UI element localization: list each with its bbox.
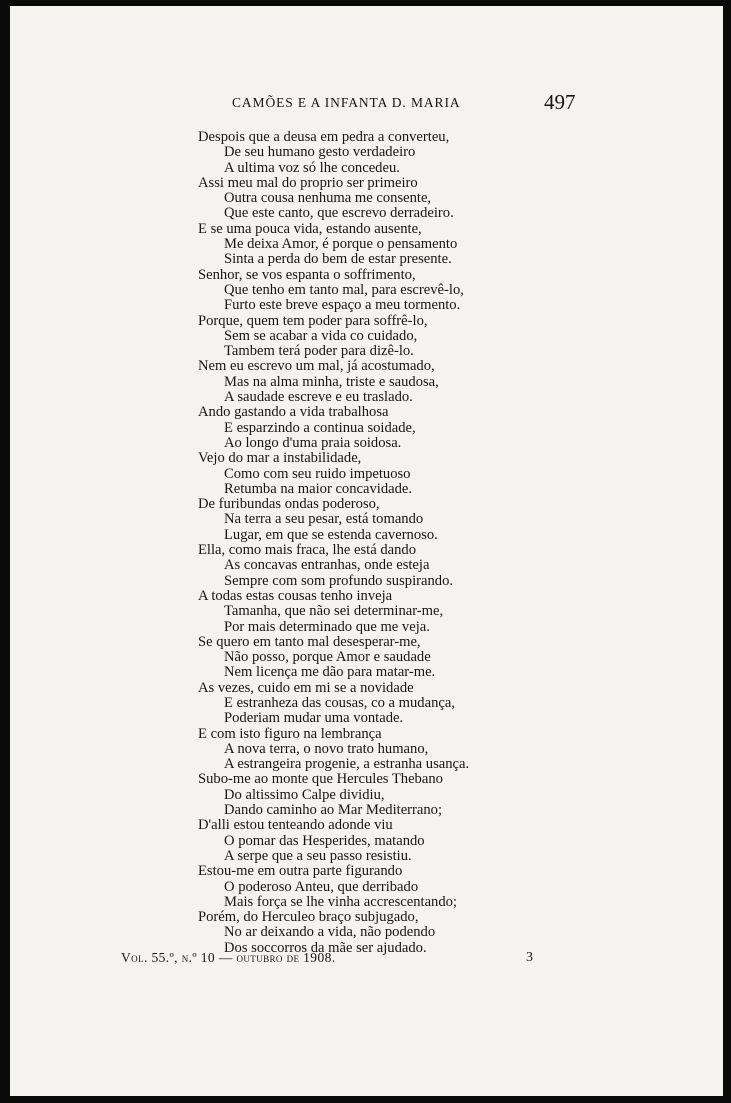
poem-line: Estou-me em outra parte figurando [198,863,403,880]
poem-line: Nem licença me dão para matar-me. [224,664,436,681]
poem-line: Na terra a seu pesar, está tomando [224,511,424,528]
poem-line: Porém, do Herculeo braço subjugado, [198,909,419,926]
poem-text [196,130,469,956]
poem-line: A nova terra, o novo trato humano, [224,740,429,757]
poem-line: Como com seu ruido impetuoso [224,465,411,482]
poem-line: Que tenho em tanto mal, para escrevê-lo, [224,281,464,298]
signature-mark: 3 [526,950,533,965]
poem-line: Retumba na maior concavidade. [224,480,413,497]
poem-line: Ao longo d'uma praia soidosa. [224,434,402,451]
poem-line: Nem eu escrevo um mal, já acostumado, [198,358,435,375]
poem-line: Tambem terá poder para dizê-lo. [224,343,414,360]
poem-line: D'alli estou tenteando adonde viu [198,817,393,834]
poem-line: Despois que a deusa em pedra a converteu, [198,129,450,145]
poem-line: No ar deixando a vida, não podendo [224,924,436,941]
poem-line: Mais força se lhe vinha accrescentando; [224,893,457,910]
poem-line: De seu humano gesto verdadeiro [224,144,416,161]
page-footer [10,950,723,970]
poem-line: E estranheza das cousas, co a mudança, [224,694,455,711]
poem-line: A serpe que a seu passo resistiu. [224,847,412,864]
poem-line: Do altissimo Calpe dividiu, [224,786,385,803]
poem-line: Assi meu mal do proprio ser primeiro [198,174,418,191]
poem-line: Sempre com som profundo suspirando. [224,572,454,589]
poem-line: E se uma pouca vida, estando ausente, [198,220,422,237]
poem-line: Ando gastando a vida trabalhosa [198,404,389,421]
poem-line: Dando caminho ao Mar Mediterrano; [224,802,443,819]
poem-line: Senhor, se vos espanta o soffrimento, [198,266,416,283]
poem-line: Dos soccorros da mãe ser ajudado. [224,939,427,956]
poem-line: E esparzindo a continua soidade, [224,419,416,436]
page-header [10,90,723,120]
poem-line: Ella, como mais fraca, lhe está dando [198,542,417,559]
poem-line: A saudade escreve e eu traslado. [224,389,413,406]
running-title: CAMÕES E A INFANTA D. MARIA [232,95,461,110]
poem-line: Vejo do mar a instabilidade, [198,450,362,467]
poem-line: O poderoso Anteu, que derribado [224,878,419,895]
poem-line: As concavas entranhas, onde esteja [224,557,430,574]
page-number: 497 [544,90,576,114]
poem-line: Que este canto, que escrevo derradeiro. [224,205,454,222]
volume-imprint: Vol. 55.º, n.º 10 — outubro de 1908. [121,950,336,965]
poem-line: Subo-me ao monte que Hercules Thebano [198,771,443,788]
poem-line: Mas na alma minha, triste e saudosa, [224,373,439,390]
poem-line: De furibundas ondas poderoso, [198,496,380,513]
poem-line: Furto este breve espaço a meu tormento. [224,297,461,314]
poem-line: As vezes, cuido em mi se a novidade [198,679,414,696]
poem-line: Poderiam mudar uma vontade. [224,710,404,727]
poem-line: Sem se acabar a vida co cuidado, [224,327,418,344]
poem-line: A todas estas cousas tenho inveja [198,587,393,604]
poem-line: O pomar das Hesperides, matando [224,832,425,849]
poem-line: Porque, quem tem poder para soffrê-lo, [198,312,428,329]
poem-line: Não posso, porque Amor e saudade [224,649,431,666]
poem-line: Sinta a perda do bem de estar presente. [224,251,452,268]
poem-line: Lugar, em que se estenda cavernoso. [224,526,438,543]
poem-line: Se quero em tanto mal desesperar-me, [198,633,421,650]
poem-line: Outra cousa nenhuma me consente, [224,190,432,207]
poem-line: Me deixa Amor, é porque o pensamento [224,236,458,253]
poem-line: Tamanha, que não sei determinar-me, [224,603,444,620]
book-page [10,6,723,1096]
poem-line: Por mais determinado que me veja. [224,618,430,635]
poem-line: A estrangeira progenie, a estranha usança. [224,756,470,773]
poem-line: E com isto figuro na lembrança [198,725,382,742]
poem-line: A ultima voz só lhe concedeu. [224,159,400,176]
